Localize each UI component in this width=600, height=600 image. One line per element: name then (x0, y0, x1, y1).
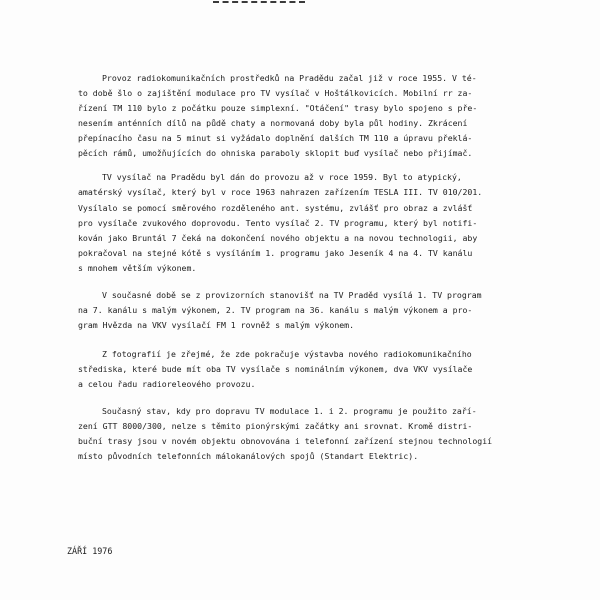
paragraph-line: pěcích rámů, umožňujících do ohniska paraboly sklopit buď vysílač nebo přijímač. (78, 148, 473, 158)
paragraph-line: TV vysílač na Pradědu byl dán do provozu až v roce 1959. Byl to atypický, (102, 172, 462, 182)
paragraph-line: řízení TM 110 bylo z počátku pouze simplexní. "Otáčení" trasy bylo spojeno s pře- (78, 103, 478, 113)
paragraph-line: Vysílalo se pomocí směrového rozděleného ant. systému, zvlášť pro obraz a zvlášť (78, 203, 473, 213)
paragraph-line: gram Hvězda na VKV vysílačí FM 1 rovněž s malým výkonem. (78, 320, 355, 330)
paragraph-line: místo původních telefonních málokanálových spojů (Standart Elektric). (78, 451, 419, 461)
paragraph-line: to době šlo o zajištění modulace pro TV vysílač v Hoštálkovicích. Mobilní rr za- (78, 88, 473, 98)
paragraph-line: zení GTT 8000/300, nelze s těmito pionýrskými začátky ani srovnat. Kromě distri- (78, 421, 473, 431)
paragraph-line: Provoz radiokomunikačních prostředků na Pradědu začal již v roce 1955. V té- (102, 73, 477, 83)
paragraph-line: V současné době se z provizorních stanovišť na TV Praděd vysílá 1. TV program (102, 290, 482, 300)
paragraph-line: a celou řadu radioreleového provozu. (78, 379, 256, 389)
paragraph-line: přepínacího času na 5 minut si vyžádalo doplnění dalších TM 110 a úpravu překlá- (78, 133, 473, 143)
paragraph-line: nesením anténních dílů na půdě chaty a normovaná doby byla půl hodiny. Zkrácení (78, 118, 468, 128)
paragraph-line: Současný stav, kdy pro dopravu TV modulace 1. i 2. programu je použito zaří- (102, 406, 477, 416)
paragraph-line: amatérský vysílač, který byl v roce 1963 nahrazen zařízením TESLA III. TV 010/201. (78, 187, 483, 197)
paragraph-line: Z fotografií je zřejmé, že zde pokračuje výstavba nového radiokomunikačního (102, 349, 472, 359)
paragraph-line: pokračoval na stejné kótě s vysíláním 1. programu jako Jeseník 4 na 4. TV kanálu (78, 248, 473, 258)
paragraph-line: střediska, které bude mít oba TV vysílače s nominálním výkonem, dva VKV vysílače (78, 364, 473, 374)
paragraph-line: kován jako Bruntál 7 čeká na dokončení nového objektu a na novou technologii, aby (78, 233, 478, 243)
paragraph-line: s mnohem větším výkonem. (78, 263, 197, 273)
paragraph-line: buční trasy jsou v novém objektu obnovována i telefonní zařízení stejnou technologií (78, 436, 493, 446)
paragraph-line: pro vysílače zvukového doprovodu. Tento vysílač 2. TV programu, který byl notifi- (78, 218, 478, 228)
document-date: ZÁŘÍ 1976 (67, 546, 113, 556)
top-dashed-underline (213, 1, 305, 3)
paragraph-line: na 7. kanálu s malým výkonem, 2. TV program na 36. kanálu s malým výkonem a pro- (78, 305, 473, 315)
